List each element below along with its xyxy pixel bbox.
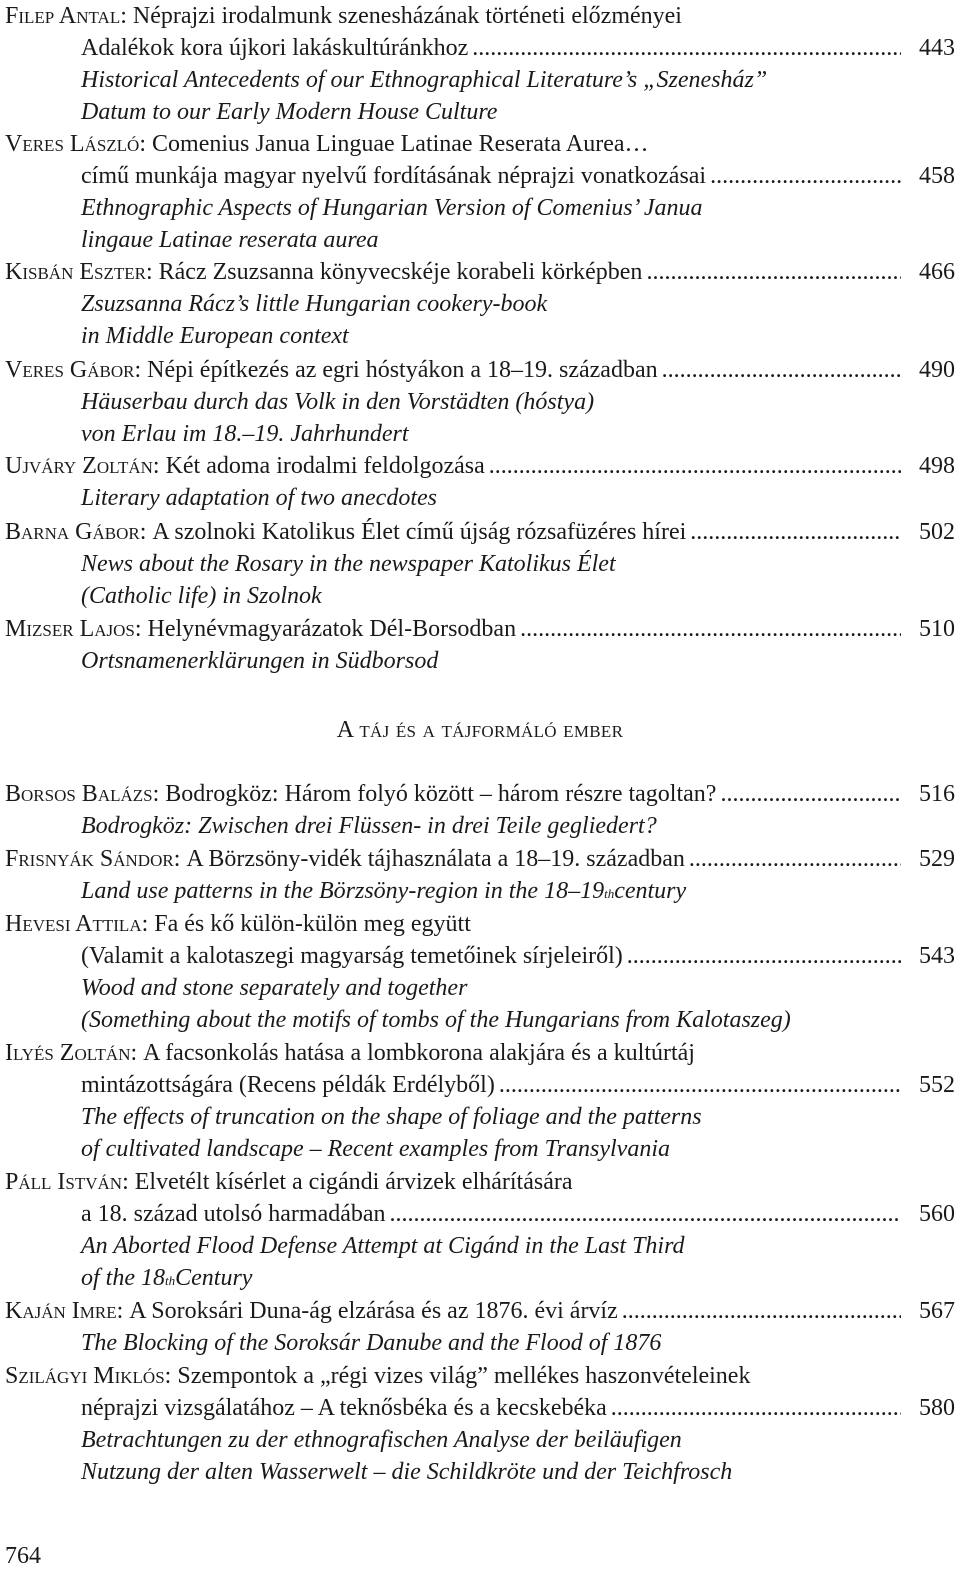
toc-entry-author-line: Páll István : Elvetélt kísérlet a cigándi árvizek elhárítására [5, 1166, 955, 1198]
entry-title-cont: című munkája magyar nyelvű fordításának néprajzi vonatkozásai [81, 163, 707, 189]
author-name: Frisnyák Sándor [5, 846, 174, 872]
entry-title: Két adoma irodalmi feldolgozása [165, 453, 485, 479]
translated-title-text: of the 18 [81, 1265, 165, 1291]
translated-title: The Blocking of the Soroksár Danube and the Flood of 1876 [81, 1330, 662, 1356]
entry-title: Fa és kő külön-külön meg együtt [154, 911, 471, 937]
entry-title: A Soroksári Duna-ág elzárása és az 1876. évi árvíz [129, 1298, 618, 1324]
translated-title-text: Century [175, 1265, 253, 1291]
entry-title-cont: mintázottságára (Recens példák Erdélyből) [81, 1072, 495, 1098]
section-heading: A táj és a tájformáló ember [336, 717, 624, 743]
translated-title: (Something about the motifs of tombs of the Hungarians from Kalotaszeg) [81, 1007, 791, 1033]
translated-title: (Catholic life) in Szolnok [81, 583, 322, 609]
translated-title: Nutzung der alten Wasserwelt – die Schildkröte und der Teichfrosch [81, 1459, 733, 1485]
toc-entry-title-line [81, 1392, 955, 1424]
page-number: 498 [919, 453, 955, 479]
toc-entry-title-line [81, 1069, 955, 1101]
toc-entry-author-line: Ilyés Zoltán : A facsonkolás hatása a lombkorona alakjára és a kultúrtáj [5, 1037, 955, 1069]
toc-entry-title-line [81, 160, 955, 192]
author-name: Kisbán Eszter [5, 259, 146, 285]
dot-leader [710, 160, 901, 192]
entry-title: Elvetélt kísérlet a cigándi árvizek elhárítására [134, 1169, 573, 1195]
translated-title: Wood and stone separately and together [81, 975, 468, 1001]
translated-title-text: Land use patterns in the Börzsöny-region in the 18–19 [81, 878, 605, 904]
dot-leader [489, 450, 901, 482]
toc-entry-author-line: Veres László : Comenius Janua Linguae Latinae Reserata Aurea… [5, 128, 955, 160]
page-number: 543 [919, 943, 955, 969]
toc-entry-author-line: Barna Gábor : A szolnoki Katolikus Élet című újság rózsafüzéres hírei ..... 502 [5, 516, 955, 548]
translated-title: Literary adaptation of two anecdotes [81, 485, 437, 511]
author-name: Filep Antal [5, 3, 121, 29]
toc-entry-author-line: Veres Gábor : Népi építkezés az egri hóstyákon a 18–19. században ..... 490 [5, 354, 955, 386]
toc-entry-author-line: Mizser Lajos : Helynévmagyarázatok Dél-Borsodban ..... 510 [5, 613, 955, 645]
translated-title: Bodrogköz: Zwischen drei Flüssen- in drei Teile gegliedert? [81, 813, 657, 839]
page-number: 466 [919, 259, 955, 285]
dot-leader [472, 32, 901, 64]
dot-leader [690, 516, 901, 548]
page-number: 510 [919, 616, 955, 642]
author-name: Barna Gábor [5, 519, 140, 545]
translated-title: Historical Antecedents of our Ethnographical Literature’s „Szenesház” [81, 67, 768, 93]
author-name: Kaján Imre [5, 1298, 117, 1324]
entry-title: Comenius Janua Linguae Latinae Reserata Aurea… [152, 131, 649, 157]
toc-entry-author-line: Szilágyi Miklós : Szempontok a „régi vizes világ” mellékes haszonvételeinek [5, 1360, 955, 1392]
page-number: 552 [919, 1072, 955, 1098]
entry-title: Helynévmagyarázatok Dél-Borsodban [147, 616, 517, 642]
entry-title-cont: Adalékok kora újkori lakáskultúránkhoz [81, 35, 469, 61]
translated-title: The effects of truncation on the shape of foliage and the patterns [81, 1104, 702, 1130]
entry-title: A szolnoki Katolikus Élet című újság rózsafüzéres hírei [152, 519, 687, 545]
dot-leader [520, 613, 901, 645]
translated-title: of the 18 th Century [81, 1262, 955, 1294]
dot-leader [720, 778, 901, 810]
dot-leader [499, 1069, 901, 1101]
dot-leader [611, 1392, 901, 1424]
translated-title: lingaue Latinae reserata aurea [81, 227, 379, 253]
translated-title: of cultivated landscape – Recent examples from Transylvania [81, 1136, 670, 1162]
translated-title: Ethnographic Aspects of Hungarian Version of Comenius’ Janua [81, 195, 703, 221]
dot-leader [627, 940, 901, 972]
translated-title: Betrachtungen zu der ethnografischen Analyse der beiläufigen [81, 1427, 682, 1453]
translated-title-text: century [614, 878, 687, 904]
toc-entry-author-line: Hevesi Attila : Fa és kő külön-külön meg együtt [5, 908, 955, 940]
translated-title: Häuserbau durch das Volk in den Vorstädten (hóstya) [81, 389, 595, 415]
toc-entry-title-line [81, 32, 955, 64]
page-folio: 764 [5, 1543, 41, 1569]
entry-title: A Börzsöny-vidék tájhasználata a 18–19. században [186, 846, 685, 872]
dot-leader [662, 354, 901, 386]
entry-title: Rácz Zsuzsanna könyvecskéje korabeli körképben [158, 259, 643, 285]
translated-title: An Aborted Flood Defense Attempt at Cigánd in the Last Third [81, 1233, 685, 1259]
author-name: Borsos Balázs [5, 781, 153, 807]
page-number: 502 [919, 519, 955, 545]
page-number: 560 [919, 1201, 955, 1227]
author-name: Veres László [5, 131, 140, 157]
toc-entry-author-line: Filep Antal : Néprajzi irodalmunk szenesházának történeti előzményei [5, 0, 955, 32]
entry-title: Néprajzi irodalmunk szenesházának történeti előzményei [132, 3, 682, 29]
entry-title: A facsonkolás hatása a lombkorona alakjára és a kultúrtáj [143, 1040, 695, 1066]
translated-title: Zsuzsanna Rácz’s little Hungarian cookery-book [81, 291, 548, 317]
page-number: 458 [919, 163, 955, 189]
dot-leader [646, 256, 901, 288]
author-name: Veres Gábor [5, 357, 135, 383]
author-name: Ilyés Zoltán [5, 1040, 131, 1066]
entry-title: Szempontok a „régi vizes világ” mellékes haszonvételeinek [177, 1363, 751, 1389]
page-number: 567 [919, 1298, 955, 1324]
page-number: 529 [919, 846, 955, 872]
author-name: Hevesi Attila [5, 911, 142, 937]
toc-entry-author-line: Kaján Imre : A Soroksári Duna-ág elzárása és az 1876. évi árvíz ..... 567 [5, 1295, 955, 1327]
toc-entry-title-line [81, 940, 955, 972]
translated-title: Datum to our Early Modern House Culture [81, 99, 498, 125]
page-number: 490 [919, 357, 955, 383]
translated-title: Land use patterns in the Börzsöny-region in the 18–19 th century [81, 875, 955, 907]
dot-leader [622, 1295, 901, 1327]
author-name: Szilágyi Miklós [5, 1363, 165, 1389]
toc-entry-author-line: Borsos Balázs : Bodrogköz: Három folyó között – három részre tagoltan? ..... 516 [5, 778, 955, 810]
translated-title: in Middle European context [81, 323, 349, 349]
page-number: 443 [919, 35, 955, 61]
toc-entry-author-line: Frisnyák Sándor : A Börzsöny-vidék tájhasználata a 18–19. században ..... 529 [5, 843, 955, 875]
entry-title: Népi építkezés az egri hóstyákon a 18–19. században [147, 357, 658, 383]
translated-title: von Erlau im 18.–19. Jahrhundert [81, 421, 409, 447]
author-name: Ujváry Zoltán [5, 453, 153, 479]
dot-leader [390, 1198, 901, 1230]
entry-title-cont: (Valamit a kalotaszegi magyarság temetőinek sírjeleiről) [81, 943, 623, 969]
page-number: 516 [919, 781, 955, 807]
translated-title: News about the Rosary in the newspaper Katolikus Élet [81, 551, 616, 577]
entry-title-cont: a 18. század utolsó harmadában [81, 1201, 386, 1227]
author-name: Páll István [5, 1169, 123, 1195]
translated-title: Ortsnamenerklärungen in Südborsod [81, 648, 439, 674]
author-name: Mizser Lajos [5, 616, 135, 642]
toc-entry-author-line: Ujváry Zoltán : Két adoma irodalmi feldolgozása ..... 498 [5, 450, 955, 482]
entry-title-cont: néprajzi vizsgálatához – A teknősbéka és a kecskebéka [81, 1395, 607, 1421]
dot-leader [689, 843, 901, 875]
entry-title: Bodrogköz: Három folyó között – három részre tagoltan? [165, 781, 717, 807]
page-number: 580 [919, 1395, 955, 1421]
toc-entry-title-line [81, 1198, 955, 1230]
toc-entry-author-line: Kisbán Eszter : Rácz Zsuzsanna könyvecskéje korabeli körképben ..... 466 [5, 256, 955, 288]
